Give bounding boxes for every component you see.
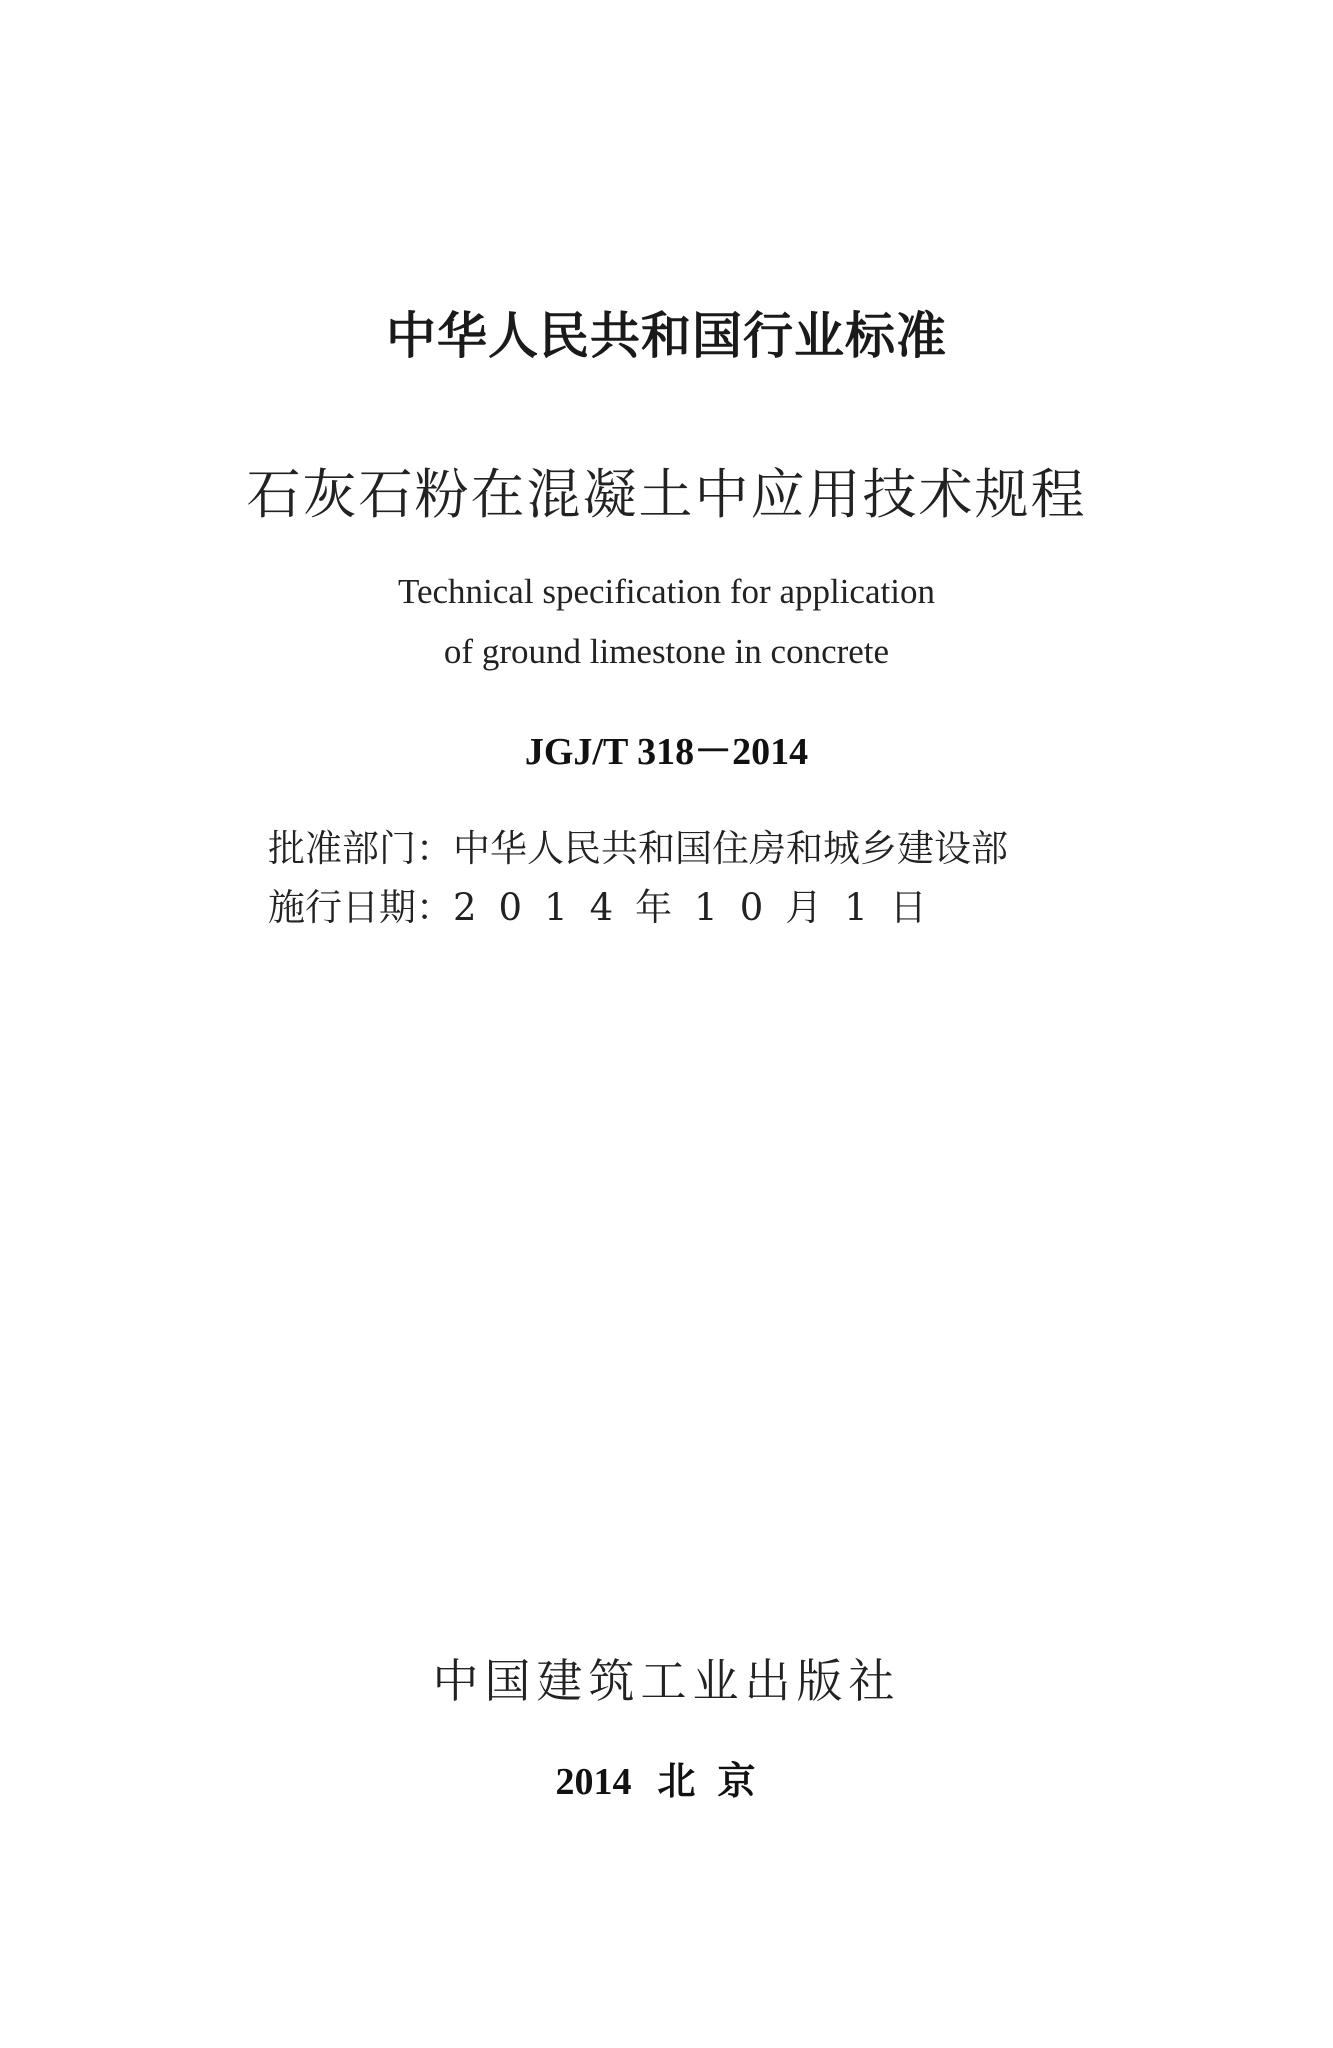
approval-label: 批准部门： [268,827,453,870]
standard-number: JGJ/T 318－2014 [524,731,809,773]
effective-value: 2014年10月1日 [453,886,949,929]
effective-label: 施行日期： [268,886,453,929]
effective-date [268,877,949,931]
publication-year: 2014 [555,1761,632,1803]
approval-department [268,818,1008,872]
title-chinese: 石灰石粉在混凝土中应用技术规程 [246,463,1087,526]
publication-city: 北京 [657,1759,778,1803]
publication-place [0,1750,1333,1805]
title-english-line2: of ground limestone in concrete [443,632,890,671]
approval-value: 中华人民共和国住房和城乡建设部 [453,827,1008,870]
publisher: 中国建筑工业出版社 [432,1654,901,1708]
title-english [0,562,1333,682]
title-english-line1: Technical specification for application [398,572,935,611]
standard-category: 中华人民共和国行业标准 [386,307,947,365]
